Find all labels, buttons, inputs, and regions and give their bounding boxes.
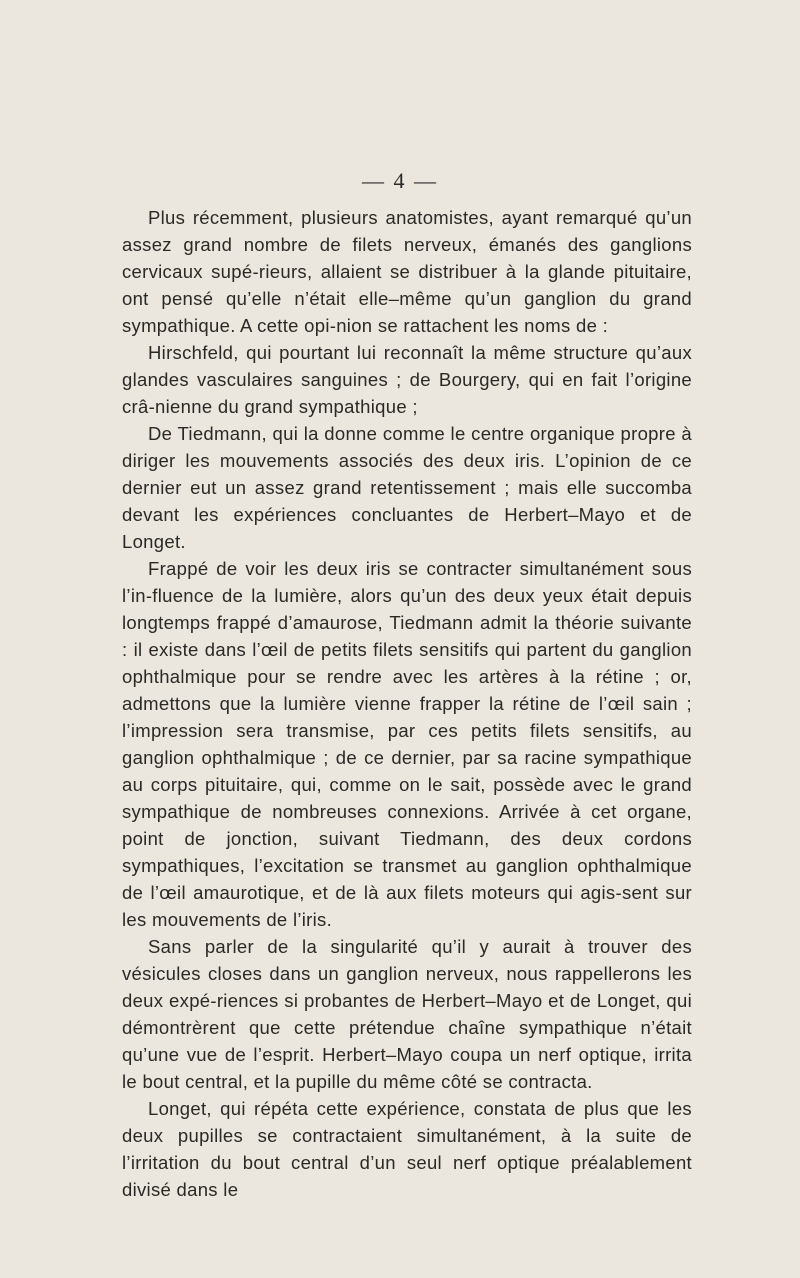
paragraph: De Tiedmann, qui la donne comme le centre organique propre à diriger les mouvements associés des deux iris. L’opinion de ce dernier eut un assez grand retentissement ; mais elle succomba devant les expériences concluantes de Herbert–Mayo et de Longet. bbox=[122, 423, 692, 552]
page-number: — 4 — bbox=[362, 168, 438, 193]
paragraph: Longet, qui répéta cette expérience, constata de plus que les deux pupilles se contractaient simultanément, à la suite de l’irritation du bout central d’un seul nerf optique préalablement divisé dans le bbox=[122, 1098, 692, 1200]
paragraph: Sans parler de la singularité qu’il y aurait à trouver des vésicules closes dans un ganglion nerveux, nous rappellerons les deux expé-riences si probantes de Herbert–Mayo et de Longet, qui démontrèrent que cette prétendue chaîne sympathique n’était qu’une vue de l’esprit. Herbert–Mayo coupa un nerf optique, irrita le bout central, et la pupille du même côté se contracta. bbox=[122, 936, 692, 1092]
paragraph: Frappé de voir les deux iris se contracter simultanément sous l’in-fluence de la lumière, alors qu’un des deux yeux était depuis longtemps frappé d’amaurose, Tiedmann admit la théorie suivante : il existe dans l’œil de petits filets sensitifs qui partent du ganglion ophthalmique pour se rendre avec les artères à la rétine ; or, admettons que la lumière vienne frapper la rétine de l’œil sain ; l’impression sera transmise, par ces petits filets sensitifs, au ganglion ophthalmique ; de ce dernier, par sa racine sympathique au corps pituitaire, qui, comme on le sait, possède avec le grand sympathique de nombreuses connexions. Arrivée à cet organe, point de jonction, suivant Tiedmann, des deux cordons sympathiques, l’excitation se transmet au ganglion ophthalmique de l’œil amaurotique, et de là aux filets moteurs qui agis-sent sur les mouvements de l’iris. bbox=[122, 558, 692, 930]
paragraph: Plus récemment, plusieurs anatomistes, ayant remarqué qu’un assez grand nombre de filets nerveux, émanés des ganglions cervicaux supé-rieurs, allaient se distribuer à la glande pituitaire, ont pensé qu’elle n’était elle–même qu’un ganglion du grand sympathique. A cette opi-nion se rattachent les noms de : bbox=[122, 207, 692, 336]
paragraph: Hirschfeld, qui pourtant lui reconnaît la même structure qu’aux glandes vasculaires sanguines ; de Bourgery, qui en fait l’origine crâ-nienne du grand sympathique ; bbox=[122, 342, 692, 417]
body-text bbox=[122, 204, 692, 1203]
